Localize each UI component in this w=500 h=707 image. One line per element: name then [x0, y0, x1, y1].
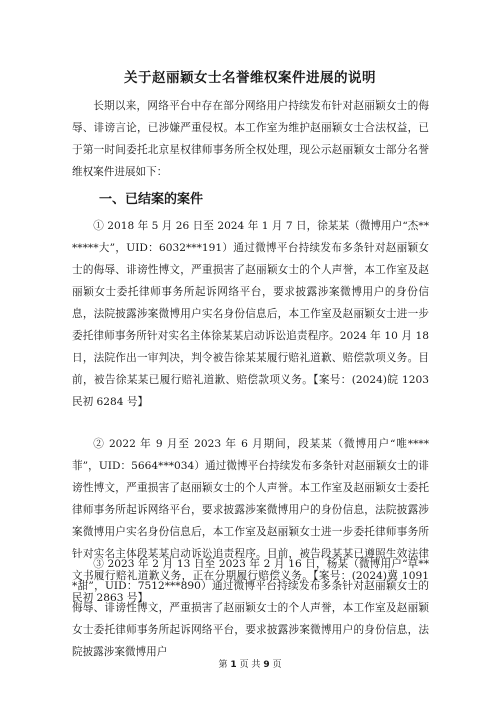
page-footer	[0, 657, 500, 670]
footer-total-pages: 9	[263, 660, 270, 670]
case-paragraph-3: ③ 2023 年 2 月 13 日至 2023 年 2 月 16 日，杨某（微博用户“草***甜”，UID：7512***890）通过微博平台持续发布多条针对赵丽颖女士的侮辱、诽谤性博文，严重损害了赵丽颖女士的个人声誉，本工作室及赵丽颖女士委托律师事务所起诉网络平台，要求披露涉案微博用户的身份信息，法院披露涉案微博用户	[72, 558, 429, 658]
page-title: 关于赵丽颖女士名誉维权案件进展的说明	[124, 70, 376, 86]
footer-middle: 页 共	[239, 660, 261, 670]
intro-paragraph: 长期以来，网络平台中存在部分网络用户持续发布针对赵丽颖女士的侮辱、诽谤言论，已涉嫌严重侵权。本工作室为维护赵丽颖女士合法权益，已于第一时间委托北京星权律师事务所全权处理，现公示赵丽颖女士部分名誉维权案件进展如下：	[72, 100, 429, 178]
case-paragraph-2: ② 2022 年 9 月至 2023 年 6 月期间，段某某（微博用户“唯****菲”，UID：5664***034）通过微博平台持续发布多条针对赵丽颖女士的诽谤性博文，严重损害了赵丽颖女士的个人声誉。本工作室及赵丽颖女士委托律师事务所起诉网络平台，要求披露涉案微博用户的身份信息，法院披露涉案微博用户实名身份信息后，本工作室及赵丽颖女士进一步委托律师事务所针对实名主体段某某启动诉讼追责程序。目前，被告段某某已遵照生效法律文书履行赔礼道歉义务，正在分期履行赔偿义务。【案号：(2024)冀 1091 民初 2863 号】	[72, 438, 429, 604]
section-heading: 一、已结案的案件	[99, 192, 204, 207]
footer-page-number: 1	[230, 660, 237, 670]
footer-prefix: 第	[218, 660, 228, 670]
case-paragraph-1: ① 2018 年 5 月 26 日至 2024 年 1 月 7 日，徐某某（微博用户“杰*******大”，UID：6032***191）通过微博平台持续发布多条针对赵丽颖女士的侮辱、诽谤性博文，严重损害了赵丽颖女士的个人声誉，本工作室及赵丽颖女士委托律师事务所起诉网络平台，要求披露涉案微博用户的身份信息，法院披露涉案微博用户实名身份信息后，本工作室及赵丽颖女士进一步委托律师事务所针对实名主体徐某某启动诉讼追责程序。2024 年 10 月 18 日，法院作出一审判决，判令被告徐某某履行赔礼道歉、赔偿款项义务。目前，被告徐某某已履行赔礼道歉、赔偿款项义务。【案号：(2024)皖 1203 民初 6284 号】	[72, 220, 429, 408]
footer-suffix: 页	[272, 660, 282, 670]
